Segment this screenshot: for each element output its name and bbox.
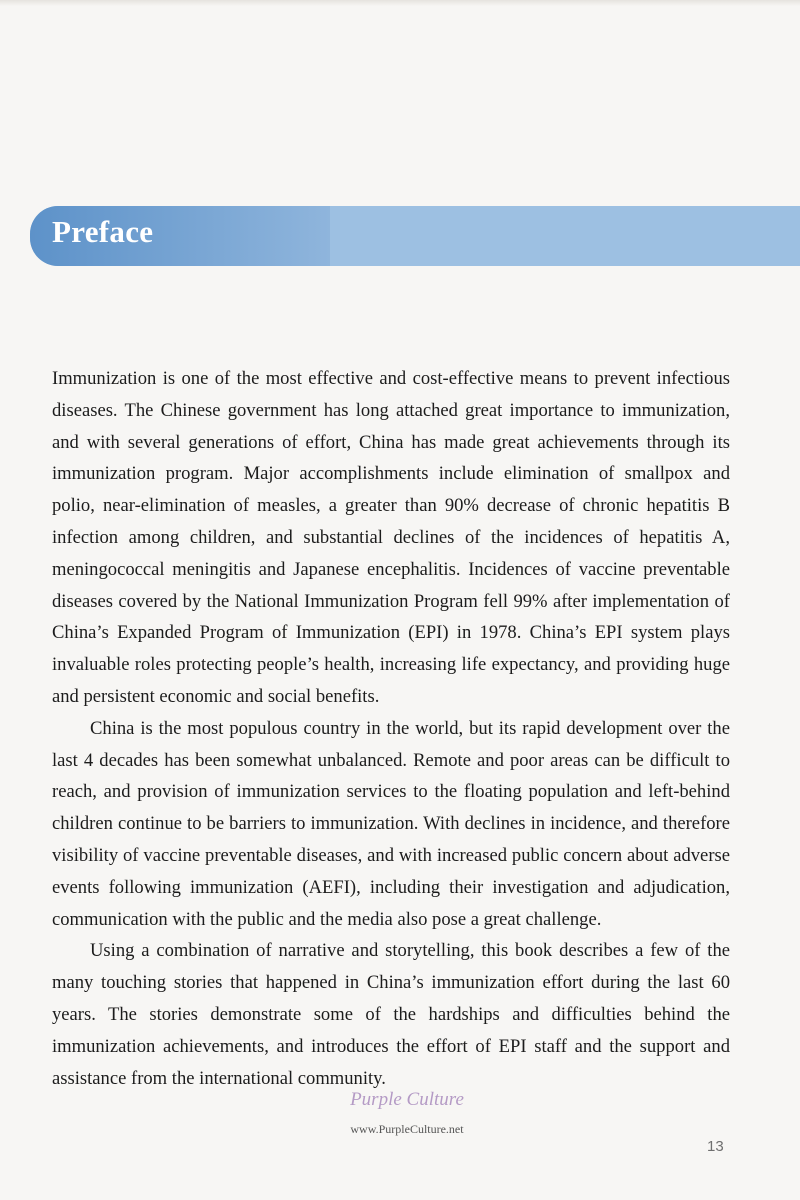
page-top-edge (0, 0, 800, 6)
watermark (322, 1090, 492, 1150)
page-number: 13 (707, 1138, 724, 1155)
paragraph-3: Using a combination of narrative and storytelling, this book describes a few of the many touching stories that happened in China’s immunization effort during the last 60 years. The stories demonstrate some of the hardships and difficulties behind the immunization achievements, and introduces the effort of EPI staff and the support and assistance from the international community. (52, 940, 730, 1089)
watermark-url: www.PurpleCulture.net (350, 1122, 464, 1136)
paragraph-2: China is the most populous country in the world, but its rapid development over the last 4 decades has been somewhat unbalanced. Remote and poor areas can be difficult to reach, and provision of immunization services to the floating population and left-behind children continue to be barriers to immunization. With declines in incidence, and therefore visibility of vaccine preventable diseases, and with increased public concern about adverse events following immunization (AEFI), including their investigation and adjudication, communication with the public and the media also pose a great challenge. (52, 717, 730, 930)
preface-body (52, 363, 730, 1094)
paragraph-1: Immunization is one of the most effective and cost-effective means to prevent infectious diseases. The Chinese government has long attached great importance to immunization, and with several generations of effort, China has made great achievements through its immunization program. Major accomplishments include elimination of smallpox and polio, near-elimination of measles, a greater than 90% decrease of chronic hepatitis B infection among children, and substantial declines of the incidences of hepatitis A, meningococcal meningitis and Japanese encephalitis. Incidences of vaccine preventable diseases covered by the National Immunization Program fell 99% after implementation of China’s Expanded Program of Immunization (EPI) in 1978. China’s EPI system plays invaluable roles protecting people’s health, increasing life expectancy, and providing huge and persistent economic and social benefits. (52, 368, 730, 707)
watermark-brand: Purple Culture (350, 1089, 464, 1110)
section-title: Preface (52, 214, 154, 249)
